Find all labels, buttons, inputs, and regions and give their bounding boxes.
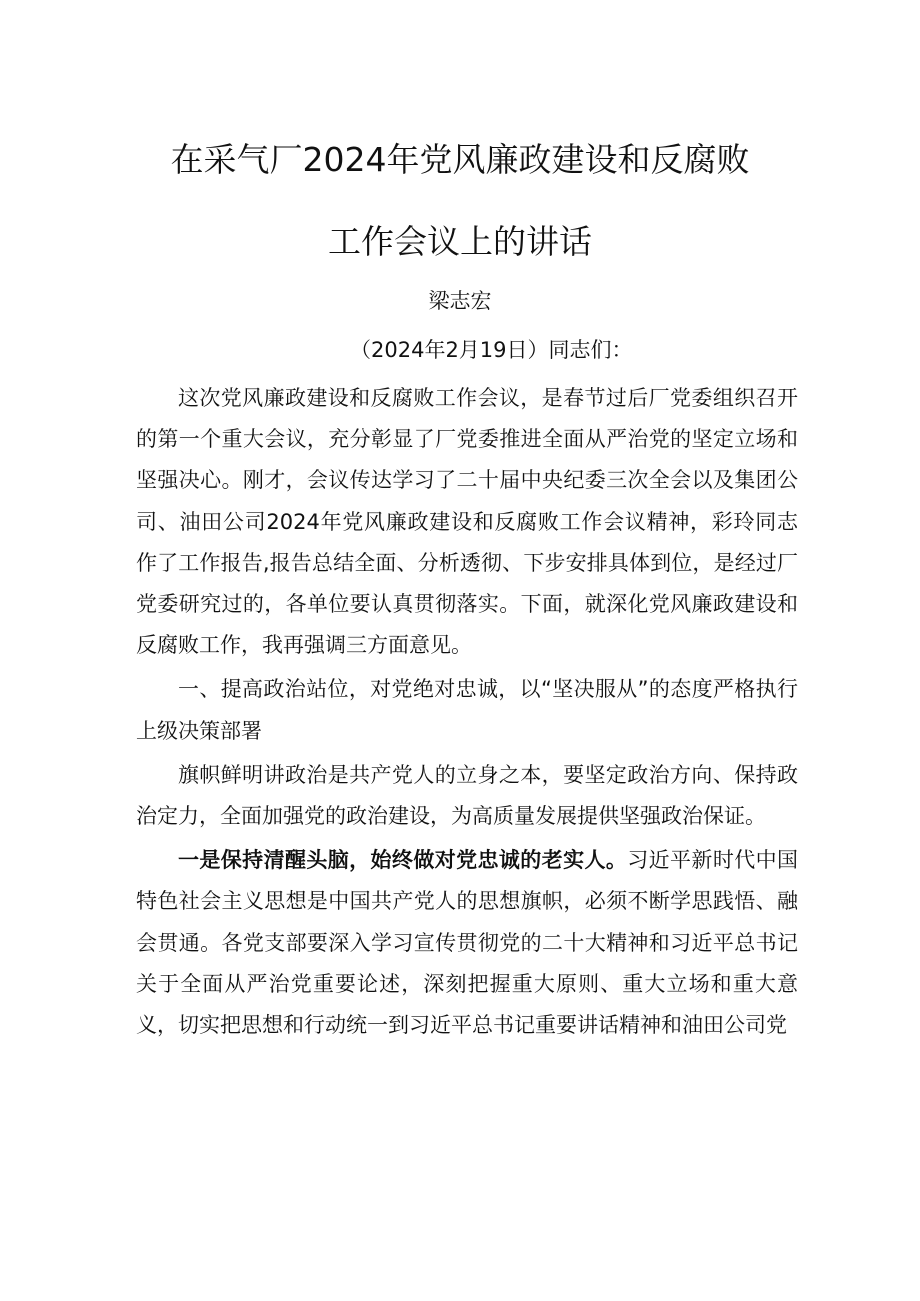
paragraph-point-1	[136, 840, 798, 1046]
author-name: 梁志宏	[428, 289, 492, 313]
section-heading-1	[136, 669, 798, 751]
paragraph-point-1-text: 习近平新时代中国特色社会主义思想是中国共产党人的思想旗帜，必须不断学思践悟、融会贯通。各党支部要深入学习宣传贯彻党的二十大精神和习近平总书记关于全面从严治党重要论述，深刻把握重大原则、重大立场和重大意义，切实把思想和行动统一到习近平总书记重要讲话精神和油田公司党	[136, 848, 798, 1038]
paragraph-section-1-intro	[136, 755, 798, 837]
title-line-1: 在采气厂2024年党风廉政建设和反腐败	[170, 140, 750, 179]
title-line-2: 工作会议上的讲话	[328, 222, 592, 261]
paragraph-point-1-lead: 一是保持清醒头脑，始终做对党忠诚的老实人。	[178, 848, 628, 873]
paragraph-section-1-intro-text: 旗帜鲜明讲政治是共产党人的立身之本，要坚定政治方向、保持政治定力，全面加强党的政治建设，为高质量发展提供坚强政治保证。	[136, 762, 798, 829]
paragraph-intro	[136, 378, 798, 666]
paragraph-intro-text: 这次党风廉政建设和反腐败工作会议，是春节过后厂党委组织召开的第一个重大会议，充分彰显了厂党委推进全面从严治党的坚定立场和坚强决心。刚才，会议传达学习了二十届中央纪委三次全会以及集团公司、油田公司2024年党风廉政建设和反腐败工作会议精神，彩玲同志作了工作报告,报告总结全面、分析透彻、下步安排具体到位，是经过厂党委研究过的，各单位要认真贯彻落实。下面，就深化党风廉政建设和反腐败工作，我再强调三方面意见。	[136, 386, 798, 658]
date-and-greeting: （2024年2月19日）同志们：	[350, 338, 633, 362]
body-text	[136, 378, 798, 1046]
section-heading-1-text: 一、提高政治站位，对党绝对忠诚，以“坚决服从”的态度严格执行上级决策部署	[136, 677, 798, 743]
